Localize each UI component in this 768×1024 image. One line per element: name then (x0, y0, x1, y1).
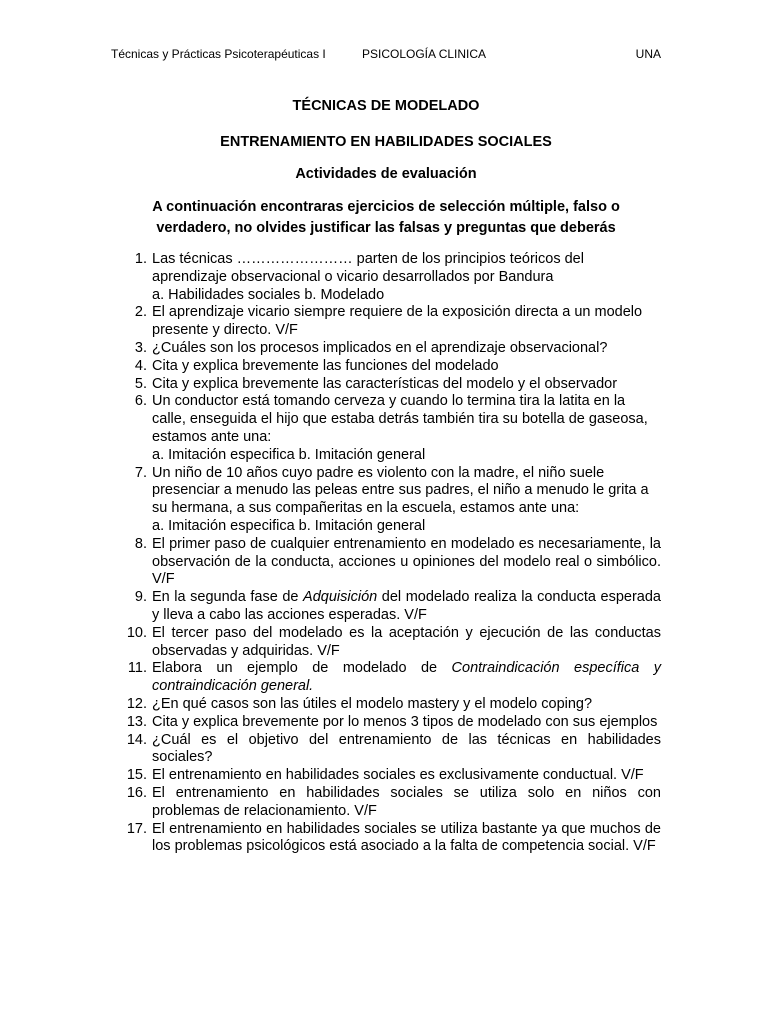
question-item (111, 625, 661, 661)
question-options: a. Imitación especifica b. Imitación general (152, 517, 426, 534)
question-number: 3. (134, 339, 147, 356)
question-text: Cita y explica brevemente por lo menos 3 tipos de modelado con sus ejemplos (152, 713, 658, 730)
question-number: 6. (134, 393, 147, 410)
section-title: Actividades de evaluación (295, 166, 477, 182)
question-list (111, 251, 661, 856)
question-text: El aprendizaje vicario siempre requiere de la exposición directa a un modelo presente y directo. V/F (152, 304, 643, 339)
question-number: 1. (134, 251, 147, 267)
question-item (111, 340, 661, 358)
question-number: 14. (126, 731, 147, 748)
question-number: 16. (126, 784, 147, 801)
instructions-paragraph: A continuación encontraras ejercicios de selección múltiple, falso o verdadero, no olvides justificar las falsas y preguntas que deberás (152, 199, 620, 236)
question-text: Cita y explica brevemente las funciones del modelado (152, 357, 499, 374)
question-item (111, 714, 661, 732)
question-text: El entrenamiento en habilidades sociales se utiliza solo en niños con problemas de relacionamiento. V/F (152, 784, 661, 819)
question-text: Elabora un ejemplo de modelado de Contraindicación específica y contraindicación general. (152, 660, 661, 695)
question-item (111, 821, 661, 857)
document-subtitle: ENTRENAMIENTO EN HABILIDADES SOCIALES (220, 134, 552, 150)
question-number: 12. (126, 695, 147, 712)
question-item (111, 358, 661, 376)
question-item (111, 393, 661, 464)
question-text: El entrenamiento en habilidades sociales es exclusivamente conductual. V/F (152, 767, 644, 784)
question-number: 2. (134, 304, 147, 321)
question-number: 8. (134, 535, 147, 552)
question-text: Un niño de 10 años cuyo padre es violento con la madre, el niño suele presenciar a menudo las peleas entre sus padres, el niño a menudo le grita a su hermana, a sus compañeritas en la escuela, estamos ante una: (152, 464, 649, 517)
question-text: Cita y explica brevemente las características del modelo y el observador (152, 375, 618, 392)
question-text: El primer paso de cualquier entrenamiento en modelado es necesariamente, la observación de la conducta, acciones u opiniones del modelo real o simbólico. V/F (152, 535, 661, 588)
question-item (111, 536, 661, 589)
question-number: 15. (126, 767, 147, 784)
question-number: 9. (134, 589, 147, 606)
emphasized-term: Contraindicación específica y contraindicación general. (152, 660, 661, 695)
question-text: El entrenamiento en habilidades sociales se utiliza bastante ya que muchos de los problemas psicológicos está asociado a la falta de competencia social. V/F (152, 820, 661, 855)
page-header (111, 46, 661, 62)
question-text: El tercer paso del modelado es la aceptación y ejecución de las conductas observadas y adquiridas. V/F (152, 624, 661, 659)
document-title: TÉCNICAS DE MODELADO (292, 98, 480, 114)
question-number: 7. (134, 464, 147, 481)
question-number: 13. (126, 713, 147, 730)
question-item (111, 785, 661, 821)
question-item (111, 696, 661, 714)
question-item (111, 376, 661, 394)
question-number: 11. (127, 660, 147, 677)
question-number: 17. (126, 820, 147, 837)
header-course: Técnicas y Prácticas Psicoterapéuticas I (111, 47, 326, 61)
question-item (111, 304, 661, 340)
question-text: ¿Cuál es el objetivo del entrenamiento de las técnicas en habilidades sociales? (152, 731, 661, 766)
question-item (111, 767, 661, 785)
question-text: En la segunda fase de Adquisición del modelado realiza la conducta esperada y lleva a cabo las acciones esperadas. V/F (152, 589, 661, 623)
question-number: 5. (134, 375, 147, 392)
emphasized-term: Adquisición (303, 589, 378, 606)
question-number: 4. (134, 357, 147, 374)
question-options: a. Habilidades sociales b. Modelado (152, 286, 385, 303)
question-text: Un conductor está tomando cerveza y cuando lo termina tira la latita en la calle, enseguida el hijo que estaba detrás también tira su botella de gaseosa, estamos ante una: (152, 393, 648, 445)
question-text: ¿En qué casos son las útiles el modelo mastery y el modelo coping? (152, 695, 593, 712)
question-item (111, 732, 661, 768)
header-institution: UNA (635, 47, 661, 61)
question-options: a. Imitación especifica b. Imitación general (152, 446, 426, 463)
question-text: ¿Cuáles son los procesos implicados en el aprendizaje observacional? (152, 339, 608, 356)
question-item (111, 465, 661, 536)
header-subject: PSICOLOGÍA CLINICA (362, 47, 487, 61)
question-item (111, 251, 661, 304)
question-number: 10. (126, 624, 147, 641)
question-text: Las técnicas …………………… parten de los principios teóricos del aprendizaje observacional o vicario desarrollados por Bandura (152, 251, 584, 285)
question-item (111, 660, 661, 696)
question-item (111, 589, 661, 625)
